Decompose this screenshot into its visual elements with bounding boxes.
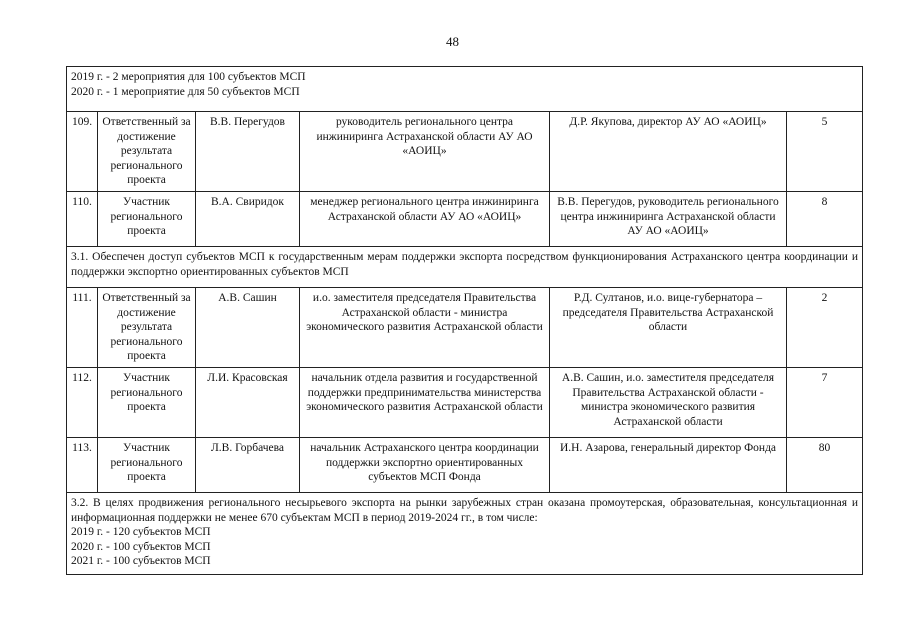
row-name: В.А. Свиридок — [196, 192, 300, 247]
row-number: 110. — [67, 192, 98, 247]
section-3-2-line-2021: 2021 г. - 100 субъектов МСП — [71, 555, 211, 567]
row-position: начальник отдела развития и государственной поддержки предпринимательства министерства экономического развития Астраханской области — [300, 368, 550, 438]
row-share: 2 — [787, 288, 863, 368]
table-row — [67, 368, 863, 438]
header-block — [67, 67, 863, 112]
page-number: 48 — [446, 34, 459, 49]
row-role: Ответственный за достижение результата регионального проекта — [98, 112, 196, 192]
row-position: начальник Астраханского центра координации поддержки экспортно ориентированных субъектов МСП Фонда — [300, 438, 550, 493]
row-number: 109. — [67, 112, 98, 192]
row-role: Участник регионального проекта — [98, 192, 196, 247]
section-3-2-text: 3.2. В целях продвижения регионального несырьевого экспорта на рынки зарубежных стран оказана промоутерская, образовательная, консультационная и информационная поддержки не менее 670 субъектам МСП в период 2019-2024 гг., в том числе: — [71, 497, 858, 524]
table-row — [67, 192, 863, 247]
row-supervisor: Д.Р. Якупова, директор АУ АО «АОИЦ» — [550, 112, 787, 192]
table-row — [67, 112, 863, 192]
row-share: 7 — [787, 368, 863, 438]
row-role: Ответственный за достижение результата регионального проекта — [98, 288, 196, 368]
row-role: Участник регионального проекта — [98, 438, 196, 493]
section-3-2-line-2019: 2019 г. - 120 субъектов МСП — [71, 526, 211, 538]
row-supervisor: Р.Д. Султанов, и.о. вице-губернатора – председателя Правительства Астраханской области — [550, 288, 787, 368]
responsibility-table — [66, 66, 863, 575]
section-row — [67, 247, 863, 288]
row-share: 8 — [787, 192, 863, 247]
row-name: А.В. Сашин — [196, 288, 300, 368]
header-block-row — [67, 67, 863, 112]
row-role: Участник регионального проекта — [98, 368, 196, 438]
row-share: 5 — [787, 112, 863, 192]
table-row — [67, 288, 863, 368]
row-name: Л.В. Горбачева — [196, 438, 300, 493]
row-name: Л.И. Красовская — [196, 368, 300, 438]
row-number: 113. — [67, 438, 98, 493]
table-row — [67, 438, 863, 493]
section-3-1: 3.1. Обеспечен доступ субъектов МСП к государственным мерам поддержки экспорта посредством функционирования Астраханского центра координации и поддержки экспортно ориентированных субъектов МСП — [67, 247, 863, 288]
row-supervisor: И.Н. Азарова, генеральный директор Фонда — [550, 438, 787, 493]
row-number: 111. — [67, 288, 98, 368]
header-line-2019: 2019 г. - 2 мероприятия для 100 субъектов МСП — [71, 71, 306, 83]
row-position: менеджер регионального центра инжиниринга Астраханской области АУ АО «АОИЦ» — [300, 192, 550, 247]
row-name: В.В. Перегудов — [196, 112, 300, 192]
section-3-2 — [67, 493, 863, 575]
section-row — [67, 493, 863, 575]
row-supervisor: А.В. Сашин, и.о. заместителя председателя Правительства Астраханской области - министра экономического развития Астраханской области — [550, 368, 787, 438]
row-number: 112. — [67, 368, 98, 438]
row-position: и.о. заместителя председателя Правительства Астраханской области - министра экономического развития Астраханской области — [300, 288, 550, 368]
header-line-2020: 2020 г. - 1 мероприятие для 50 субъектов МСП — [71, 85, 300, 98]
row-position: руководитель регионального центра инжиниринга Астраханской области АУ АО «АОИЦ» — [300, 112, 550, 192]
row-share: 80 — [787, 438, 863, 493]
row-supervisor: В.В. Перегудов, руководитель регионального центра инжиниринга Астраханской области АУ АО «АОИЦ» — [550, 192, 787, 247]
section-3-2-line-2020: 2020 г. - 100 субъектов МСП — [71, 540, 211, 553]
